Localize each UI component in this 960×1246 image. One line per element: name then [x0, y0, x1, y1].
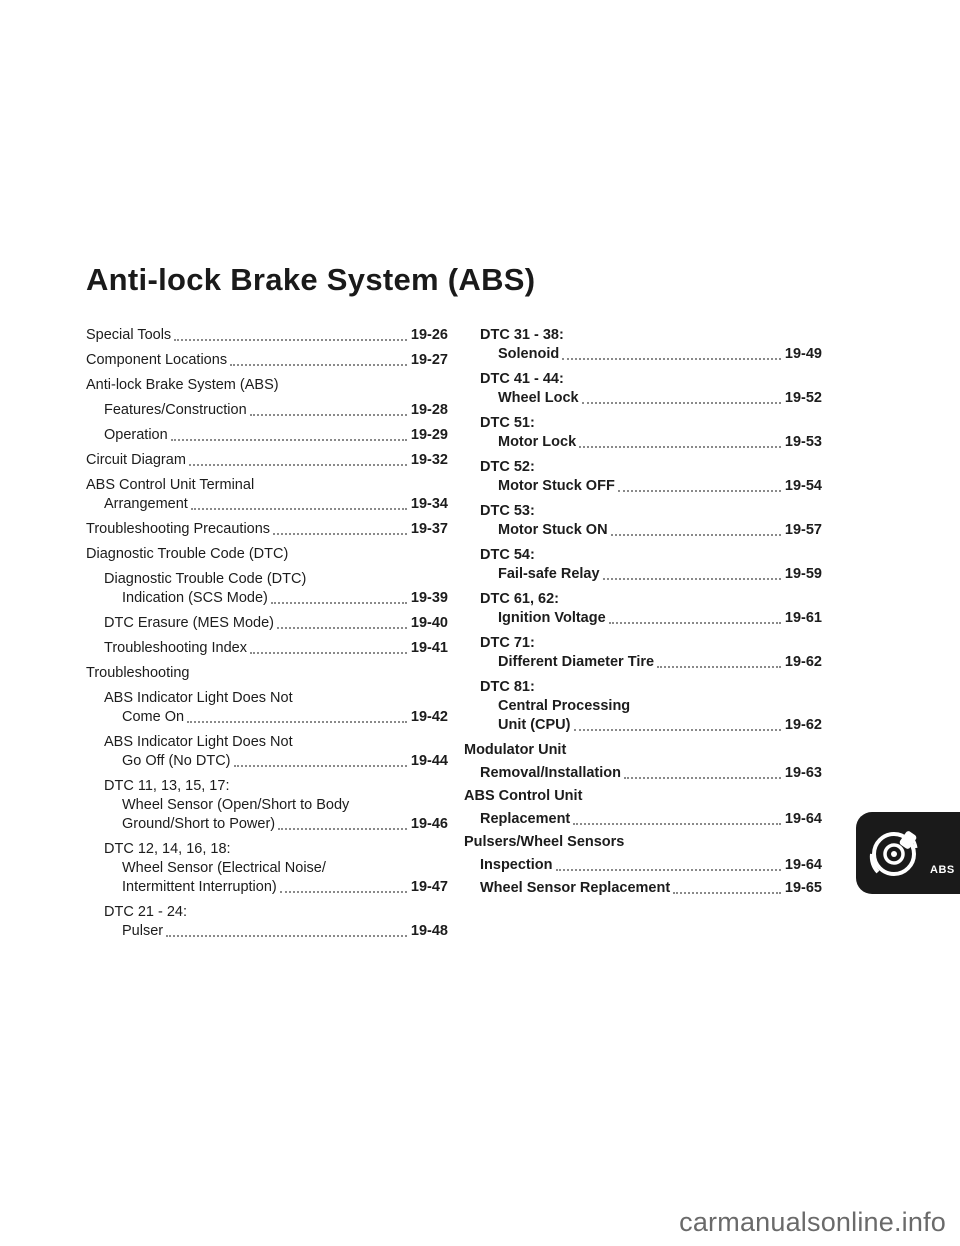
toc-entry[interactable]: DTC 61, 62: Ignition Voltage 19-61: [480, 591, 822, 626]
page-number: 19-62: [784, 654, 822, 670]
toc-entry[interactable]: DTC 71: Different Diameter Tire 19-62: [480, 635, 822, 670]
page-number: 19-57: [784, 522, 822, 538]
toc-entry[interactable]: Wheel Sensor Replacement 19-65: [480, 880, 822, 896]
page-number: 19-26: [410, 327, 448, 343]
page-number: 19-28: [410, 402, 448, 418]
page-number: 19-32: [410, 452, 448, 468]
toc-entry[interactable]: Special Tools 19-26: [86, 327, 448, 343]
brake-disc-icon: [864, 824, 928, 884]
toc-entry[interactable]: Troubleshooting Index 19-41: [104, 640, 448, 656]
toc-entry[interactable]: Features/Construction 19-28: [104, 402, 448, 418]
toc-section-heading: Troubleshooting: [86, 665, 190, 681]
page-number: 19-44: [410, 753, 448, 769]
page-number: 19-64: [784, 857, 822, 873]
page-number: 19-61: [784, 610, 822, 626]
page-number: 19-40: [410, 615, 448, 631]
toc-entry[interactable]: DTC 11, 13, 15, 17: Wheel Sensor (Open/Short to Body Ground/Short to Power) 19-46: [104, 778, 448, 832]
toc-entry[interactable]: Operation 19-29: [104, 427, 448, 443]
toc-entry[interactable]: Removal/Installation 19-63: [480, 765, 822, 781]
tab-label: ABS: [930, 864, 955, 876]
toc-entry[interactable]: Inspection 19-64: [480, 857, 822, 873]
toc-entry[interactable]: DTC 12, 14, 16, 18: Wheel Sensor (Electrical Noise/ Intermittent Interruption) 19-47: [104, 841, 448, 895]
page-title: Anti-lock Brake System (ABS): [86, 262, 536, 297]
toc-entry[interactable]: Troubleshooting Precautions 19-37: [86, 521, 448, 537]
page-number: 19-59: [784, 566, 822, 582]
toc-right-column: [464, 326, 822, 902]
toc-section-heading: Modulator Unit: [464, 742, 567, 758]
toc-entry[interactable]: Replacement 19-64: [480, 811, 822, 827]
page-number: 19-52: [784, 390, 822, 406]
page-number: 19-53: [784, 434, 822, 450]
toc-entry[interactable]: DTC 81: Central Processing Unit (CPU) 19-62: [480, 679, 822, 733]
toc-entry[interactable]: ABS Indicator Light Does Not Come On 19-42: [104, 690, 448, 725]
page-number: 19-64: [784, 811, 822, 827]
page-number: 19-54: [784, 478, 822, 494]
toc-section-heading: Anti-lock Brake System (ABS): [86, 377, 279, 393]
page-number: 19-29: [410, 427, 448, 443]
page-number: 19-34: [410, 496, 448, 512]
toc-entry[interactable]: Component Locations 19-27: [86, 352, 448, 368]
page-number: 19-27: [410, 352, 448, 368]
toc-entry[interactable]: ABS Indicator Light Does Not Go Off (No DTC) 19-44: [104, 734, 448, 769]
page-number: 19-42: [410, 709, 448, 725]
page-number: 19-65: [784, 880, 822, 896]
toc-section-heading: Pulsers/Wheel Sensors: [464, 834, 625, 850]
page-number: 19-39: [410, 590, 448, 606]
page-number: 19-48: [410, 923, 448, 939]
page-number: 19-62: [784, 717, 822, 733]
toc-entry[interactable]: DTC 41 - 44: Wheel Lock 19-52: [480, 371, 822, 406]
toc-entry[interactable]: DTC 21 - 24: Pulser 19-48: [104, 904, 448, 939]
toc-section-heading: Diagnostic Trouble Code (DTC): [86, 546, 289, 562]
page-number: 19-37: [410, 521, 448, 537]
toc-entry[interactable]: DTC 31 - 38: Solenoid 19-49: [480, 327, 822, 362]
toc-entry[interactable]: DTC Erasure (MES Mode) 19-40: [104, 615, 448, 631]
page-number: 19-46: [410, 816, 448, 832]
toc-entry[interactable]: DTC 54: Fail-safe Relay 19-59: [480, 547, 822, 582]
toc-entry[interactable]: DTC 51: Motor Lock 19-53: [480, 415, 822, 450]
page-number: 19-41: [410, 640, 448, 656]
toc-entry[interactable]: ABS Control Unit Terminal Arrangement 19-34: [86, 477, 448, 512]
page-number: 19-47: [410, 879, 448, 895]
toc-left-column: [86, 326, 448, 947]
watermark: carmanualsonline.info: [679, 1207, 946, 1237]
toc-section-heading: ABS Control Unit: [464, 788, 583, 804]
page-number: 19-49: [784, 346, 822, 362]
abs-section-tab[interactable]: [856, 812, 960, 894]
toc-entry[interactable]: DTC 53: Motor Stuck ON 19-57: [480, 503, 822, 538]
toc-entry[interactable]: DTC 52: Motor Stuck OFF 19-54: [480, 459, 822, 494]
toc-entry[interactable]: Circuit Diagram 19-32: [86, 452, 448, 468]
page-number: 19-63: [784, 765, 822, 781]
toc-entry[interactable]: Diagnostic Trouble Code (DTC) Indication (SCS Mode) 19-39: [104, 571, 448, 606]
